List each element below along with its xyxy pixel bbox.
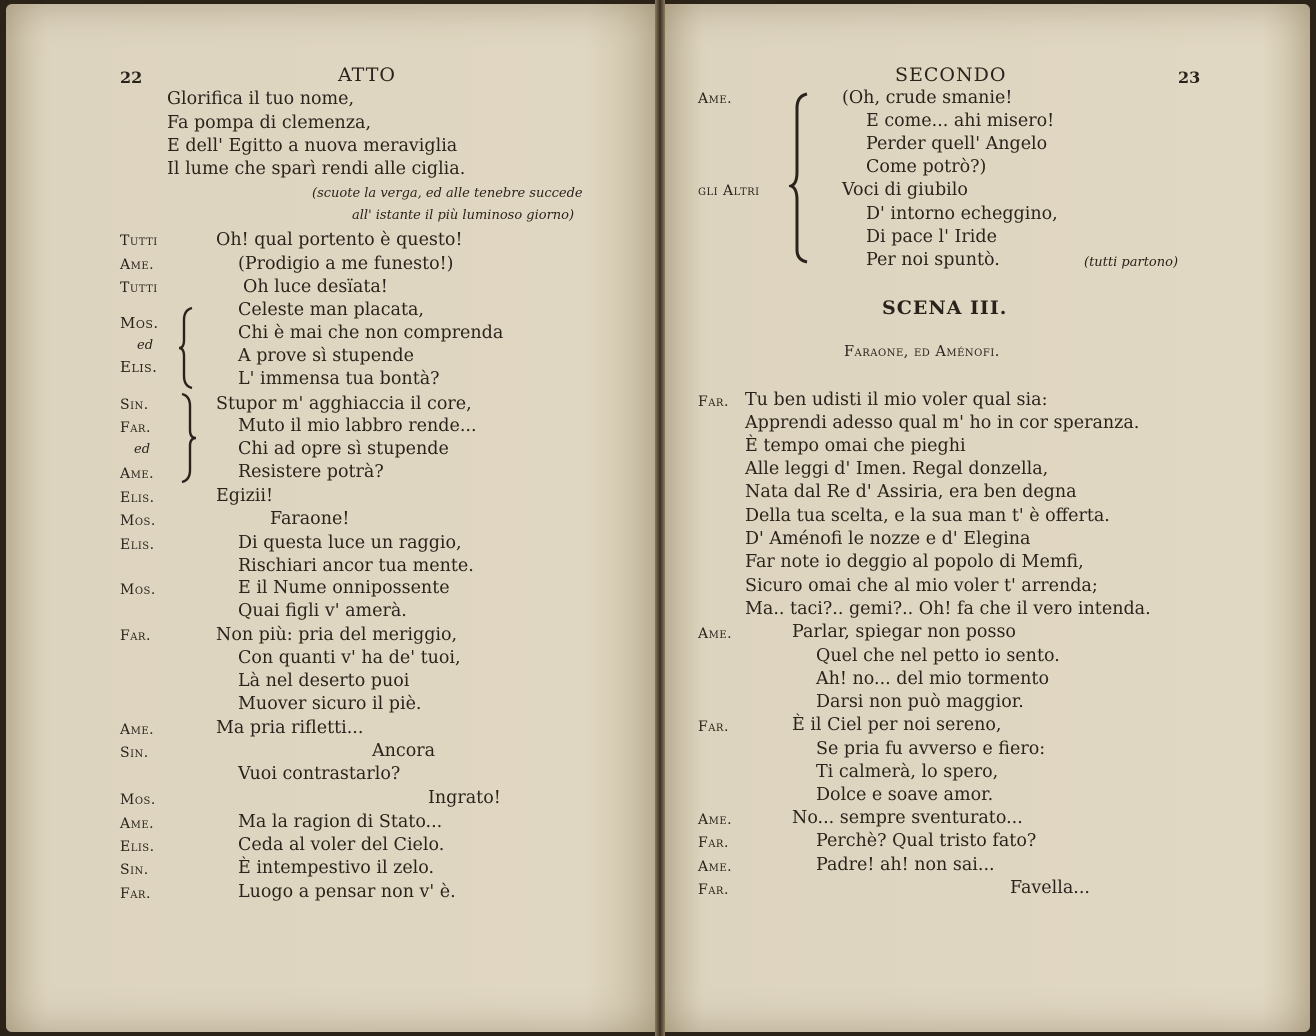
verse-line: Per noi spuntò. bbox=[866, 250, 1000, 270]
dialogue-line: Ma la ragion di Stato... bbox=[238, 812, 443, 832]
dialogue-line: Dolce e soave amor. bbox=[816, 785, 994, 805]
brace-right bbox=[789, 92, 811, 264]
speaker-label: Far. bbox=[120, 420, 151, 436]
dialogue-line: (Prodigio a me funesto!) bbox=[238, 254, 454, 274]
speaker-label: Elis. bbox=[120, 537, 155, 553]
dialogue-line: Perchè? Qual tristo fato? bbox=[816, 831, 1037, 851]
speaker-label: Far. bbox=[120, 886, 151, 902]
dialogue-line: Se pria fu avverso e fiero: bbox=[816, 739, 1046, 759]
dialogue-line: Là nel deserto puoi bbox=[238, 671, 410, 691]
dialogue-line: E il Nume onnipossente bbox=[238, 578, 450, 598]
verse-line: (Oh, crude smanie! bbox=[842, 88, 1013, 108]
verse-line: E come... ahi misero! bbox=[866, 111, 1055, 131]
speaker-label: Mos. bbox=[120, 792, 156, 808]
speaker-label: Mos. bbox=[120, 582, 156, 598]
stage-direction: (tutti partono) bbox=[1084, 255, 1179, 270]
verse-line: Fa pompa di clemenza, bbox=[167, 113, 372, 133]
stage-direction: all' istante il più luminoso giorno) bbox=[352, 208, 575, 223]
speaker-label: Ame. bbox=[698, 812, 733, 828]
speech-line: Alle leggi d' Imen. Regal donzella, bbox=[745, 459, 1049, 479]
speech-line: È tempo omai che pieghi bbox=[745, 436, 966, 456]
verse-line: Il lume che sparì rendi alle ciglia. bbox=[167, 159, 466, 179]
dialogue-line: Non più: pria del meriggio, bbox=[216, 625, 458, 645]
dialogue-line: Faraone! bbox=[270, 509, 350, 529]
speech-line: Tu ben udisti il mio voler qual sia: bbox=[745, 390, 1048, 410]
speaker-label: Far. bbox=[698, 394, 729, 410]
verse-line: Voci di giubilo bbox=[842, 180, 968, 200]
brace-left-lower bbox=[180, 392, 198, 484]
stage-direction: (scuote la verga, ed alle tenebre succede bbox=[312, 186, 583, 201]
dialogue-line: L' immensa tua bontà? bbox=[238, 369, 440, 389]
speaker-label: Ame. bbox=[698, 859, 733, 875]
speaker-label: Elis. bbox=[120, 839, 155, 855]
speaker-label: Far. bbox=[120, 628, 151, 644]
dialogue-line: È intempestivo il zelo. bbox=[238, 858, 435, 878]
speaker-label: Elis. bbox=[120, 490, 155, 506]
speaker-label: Elis. bbox=[120, 358, 158, 376]
scene-title: SCENA III. bbox=[882, 297, 1008, 319]
scene-characters: Faraone, ed Aménofi. bbox=[844, 344, 1000, 360]
dialogue-line: Quai figli v' amerà. bbox=[238, 601, 407, 621]
dialogue-line: A prove sì stupende bbox=[238, 346, 414, 366]
speaker-label: gli Altri bbox=[698, 183, 760, 199]
speaker-label: Tutti bbox=[120, 280, 158, 296]
speaker-label: Sin. bbox=[120, 745, 149, 761]
dialogue-line: Chi è mai che non comprenda bbox=[238, 323, 504, 343]
speaker-label: Mos. bbox=[120, 513, 156, 529]
dialogue-line: È il Ciel per noi sereno, bbox=[792, 715, 1002, 735]
speaker-label: Mos. bbox=[120, 314, 159, 332]
dialogue-line: Darsi non può maggior. bbox=[816, 692, 1024, 712]
page-number-left: 22 bbox=[120, 68, 143, 87]
brace-left-upper bbox=[178, 306, 196, 390]
speaker-label: Ame. bbox=[120, 466, 155, 482]
dialogue-line: Ah! no... del mio tormento bbox=[816, 669, 1049, 689]
dialogue-line: Oh luce desïata! bbox=[243, 277, 388, 297]
speech-line: Della tua scelta, e la sua man t' è offerta. bbox=[745, 506, 1110, 526]
speaker-label: Far. bbox=[698, 882, 729, 898]
verse-line: Come potrò?) bbox=[866, 157, 987, 177]
dialogue-line: Padre! ah! non sai... bbox=[816, 855, 995, 875]
dialogue-line: Di questa luce un raggio, bbox=[238, 533, 462, 553]
dialogue-line: Celeste man placata, bbox=[238, 300, 424, 320]
speaker-label: Far. bbox=[698, 719, 729, 735]
speaker-label: Ame. bbox=[698, 626, 733, 642]
dialogue-line: Stupor m' agghiaccia il core, bbox=[216, 394, 472, 414]
dialogue-line: Ti calmerà, lo spero, bbox=[816, 762, 999, 782]
speech-line: D' Aménofi le nozze e d' Elegina bbox=[745, 529, 1031, 549]
speech-line: Far note io deggio al popolo di Memfi, bbox=[745, 552, 1084, 572]
speaker-label: Sin. bbox=[120, 397, 149, 413]
dialogue-line: No... sempre sventurato... bbox=[792, 808, 1023, 828]
dialogue-line: Resistere potrà? bbox=[238, 462, 384, 482]
speech-line: Sicuro omai che al mio voler t' arrenda; bbox=[745, 576, 1098, 596]
speaker-label: Ame. bbox=[120, 816, 155, 832]
dialogue-line: Ingrato! bbox=[428, 788, 501, 808]
speech-line: Nata dal Re d' Assiria, era ben degna bbox=[745, 482, 1077, 502]
speaker-label: Sin. bbox=[120, 862, 149, 878]
dialogue-line: Favella... bbox=[1010, 878, 1090, 898]
dialogue-line: Rischiari ancor tua mente. bbox=[238, 556, 474, 576]
speech-line: Ma.. taci?.. gemi?.. Oh! fa che il vero intenda. bbox=[745, 599, 1151, 619]
dialogue-line: Egizii! bbox=[216, 486, 274, 506]
dialogue-line: Vuoi contrastarlo? bbox=[238, 764, 401, 784]
verse-line: D' intorno echeggino, bbox=[866, 204, 1058, 224]
speaker-label: Ame. bbox=[120, 257, 155, 273]
dialogue-line: Quel che nel petto io sento. bbox=[816, 646, 1060, 666]
page-number-right: 23 bbox=[1178, 68, 1201, 87]
dialogue-line: Muto il mio labbro rende... bbox=[238, 416, 477, 436]
dialogue-line: Parlar, spiegar non posso bbox=[792, 622, 1016, 642]
dialogue-line: Chi ad opre sì stupende bbox=[238, 439, 449, 459]
speaker-conjunction: ed bbox=[134, 442, 151, 457]
dialogue-line: Luogo a pensar non v' è. bbox=[238, 882, 456, 902]
verse-line: Di pace l' Iride bbox=[866, 227, 997, 247]
verse-line: Perder quell' Angelo bbox=[866, 134, 1048, 154]
dialogue-line: Ma pria rifletti... bbox=[216, 718, 364, 738]
dialogue-line: Con quanti v' ha de' tuoi, bbox=[238, 648, 461, 668]
dialogue-line: Muover sicuro il piè. bbox=[238, 694, 422, 714]
verse-line: Glorifica il tuo nome, bbox=[167, 89, 355, 109]
running-head-left: ATTO bbox=[338, 64, 396, 86]
dialogue-line: Ceda al voler del Cielo. bbox=[238, 835, 445, 855]
speaker-label: Ame. bbox=[698, 91, 733, 107]
speaker-label: Far. bbox=[698, 835, 729, 851]
dialogue-line: Ancora bbox=[372, 741, 436, 761]
speaker-label: Tutti bbox=[120, 233, 158, 249]
dialogue-line: Oh! qual portento è questo! bbox=[216, 230, 463, 250]
speaker-label: Ame. bbox=[120, 722, 155, 738]
running-head-right: SECONDO bbox=[895, 64, 1007, 86]
speaker-conjunction: ed bbox=[137, 338, 154, 353]
book-gutter bbox=[655, 0, 665, 1036]
verse-line: E dell' Egitto a nuova meraviglia bbox=[167, 136, 458, 156]
speech-line: Apprendi adesso qual m' ho in cor speranza. bbox=[745, 413, 1140, 433]
